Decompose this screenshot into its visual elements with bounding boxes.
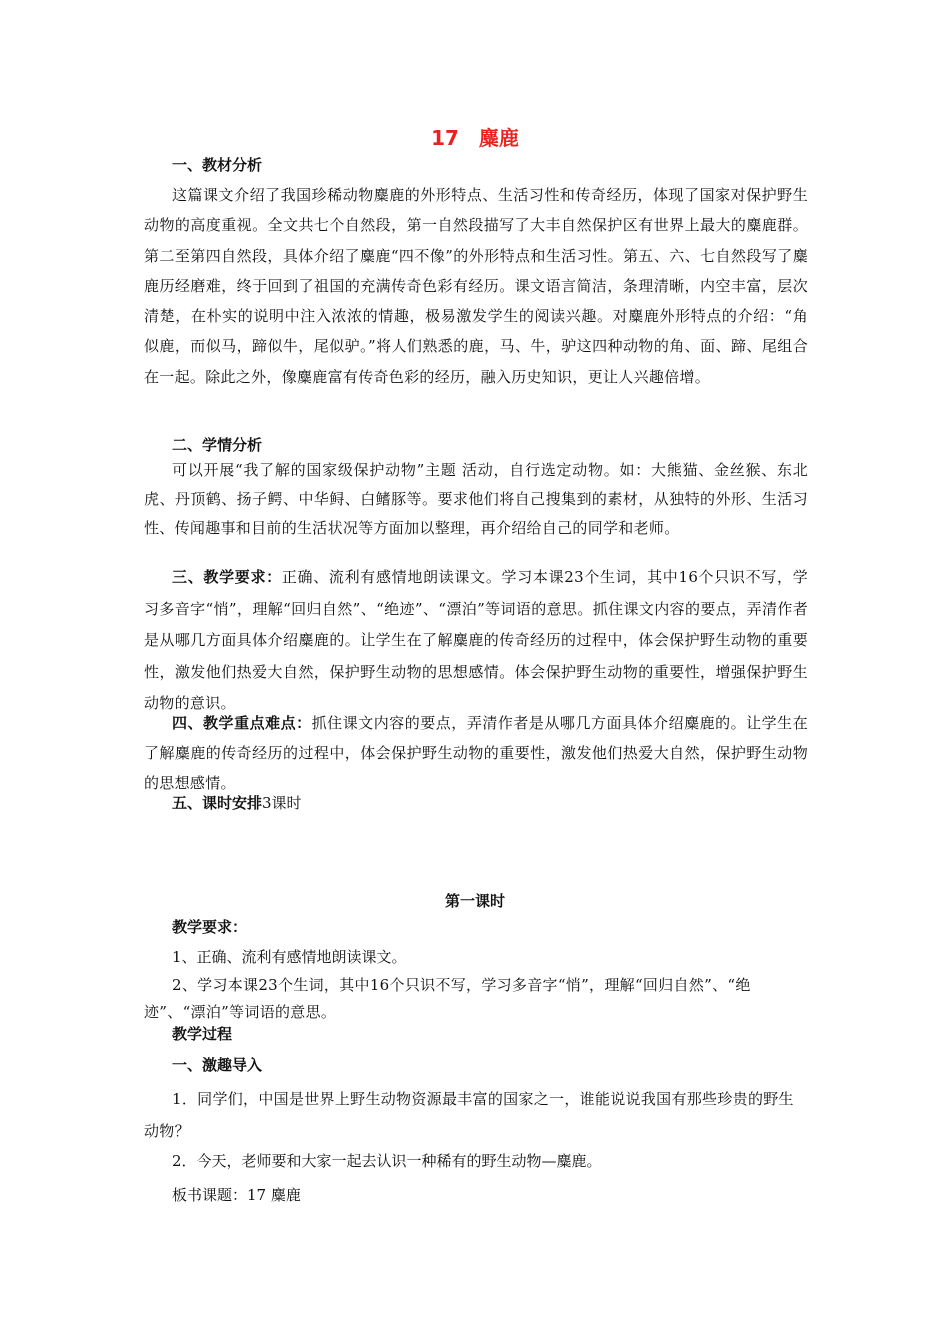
step-one-heading: 一、激趣导入 xyxy=(172,1056,263,1074)
section-key-points xyxy=(144,708,808,798)
lesson-requirement-2: 2、学习本课23个生词，其中16个只识不写，学习多音字“悄”，理解“回归自然”、“绝迹”、“漂泊”等词语的意思。 xyxy=(144,976,751,1021)
page-title: 17 麋鹿 xyxy=(431,126,519,150)
section-text-teaching-requirements: 正确、流利有感情地朗读课文。学习本课23个生词，其中16个只识不写，学习多音字“悄”，理解“回归自然”、“绝迹”、“漂泊”等词语的意思。抓住课文内容的要点，弄清作者是从哪几方面具体介绍麋鹿的。让学生在了解麋鹿的传奇经历的过程中，体会保护野生动物的重要性，激发他们热爱大自然，保护野生动物的思想感情。体会保护野生动物的重要性，增强保护野生动物的意识。 xyxy=(144,568,808,712)
section-text-student-analysis: 可以开展“我了解的国家级保护动物”主题 活动，自行选定动物。如：大熊猫、金丝猴、东北虎、丹顶鹤、扬子鳄、中华鲟、白鳍豚等。要求他们将自己搜集到的素材，从独特的外形、生活习性、传闻趣事和目前的生活状况等方面加以整理，再介绍给自己的同学和老师。 xyxy=(144,461,808,537)
section-heading-key-points: 四、教学重点难点： xyxy=(172,714,312,732)
section-schedule xyxy=(172,792,302,813)
section-heading-schedule: 五、课时安排 xyxy=(172,794,263,812)
process-heading: 教学过程 xyxy=(172,1025,233,1043)
lesson-requirement-1: 1、正确、流利有感情地朗读课文。 xyxy=(172,948,407,966)
section-text-schedule: 3课时 xyxy=(262,794,302,812)
section-heading-textbook-analysis: 一、教材分析 xyxy=(172,156,263,174)
step-one-item-1: 1．同学们，中国是世界上野生动物资源最丰富的国家之一，谁能说说我国有那些珍贵的野生动物？ xyxy=(144,1090,794,1140)
lesson-one-heading: 第一课时 xyxy=(444,892,505,910)
step-one-item-2: 2．今天，老师要和大家一起去认识一种稀有的野生动物—麋鹿。 xyxy=(172,1152,602,1170)
section-teaching-requirements xyxy=(144,562,808,720)
section-heading-teaching-requirements: 三、教学要求： xyxy=(172,568,282,586)
lesson-requirements-heading: 教学要求： xyxy=(172,918,248,936)
section-text-key-points: 抓住课文内容的要点，弄清作者是从哪几方面具体介绍麋鹿的。让学生在了解麋鹿的传奇经历的过程中，体会保护野生动物的重要性，激发他们热爱大自然，保护野生动物的思想感情。 xyxy=(144,714,808,792)
section-text-textbook-analysis: 这篇课文介绍了我国珍稀动物麋鹿的外形特点、生活习性和传奇经历，体现了国家对保护野生动物的高度重视。全文共七个自然段，第一自然段描写了大丰自然保护区有世界上最大的麋鹿群。第二至第四自然段，具体介绍了麋鹿“四不像”的外形特点和生活习性。第五、六、七自然段写了麋鹿历经磨难，终于回到了祖国的充满传奇色彩有经历。课文语言简洁，条理清晰，内空丰富，层次清楚，在朴实的说明中注入浓浓的情趣，极易激发学生的阅读兴趣。对麋鹿外形特点的介绍：“角似鹿，而似马，蹄似牛，尾似驴。”将人们熟悉的鹿，马、牛，驴这四种动物的角、面、蹄、尾组合在一起。除此之外，像麋鹿富有传奇色彩的经历，融入历史知识，更让人兴趣倍增。 xyxy=(144,186,808,386)
board-title: 板书课题：17 麋鹿 xyxy=(172,1186,301,1204)
section-heading-student-analysis: 二、学情分析 xyxy=(172,436,263,454)
